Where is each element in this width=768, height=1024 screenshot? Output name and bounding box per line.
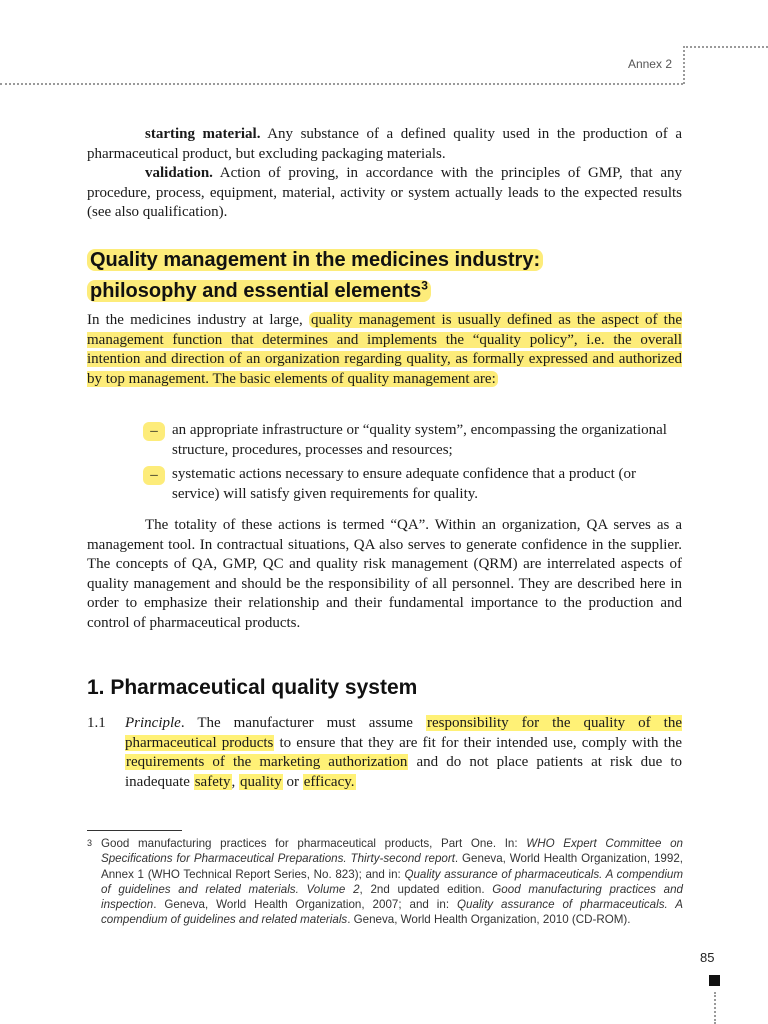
footnote-ref: 3 bbox=[421, 278, 428, 292]
footnote-rule bbox=[87, 830, 182, 831]
definition-starting-material: starting material. Any substance of a defined quality used in the production of a pharmaceutical product, but excluding packaging materials. bbox=[87, 126, 682, 162]
page-marker-square bbox=[709, 975, 720, 986]
section-heading bbox=[87, 248, 543, 304]
header-dotted-rule-vertical bbox=[683, 46, 685, 84]
footnote-marker: 3 bbox=[87, 838, 93, 848]
qa-paragraph: The totality of these actions is termed “QA”. Within an organization, QA serves as a management tool. In contractual situations, QA also serves to generate confidence in the supplier. The concepts of QA, GMP, QC and quality risk management (QRM) are interrelated aspects of quality management and should be the responsibility of all personnel. They are described here in order to emphasize their relationship and their fundamental importance to the production and control of pharmaceutical products. bbox=[87, 517, 682, 631]
header-dotted-rule-top bbox=[683, 46, 768, 48]
list-item: – systematic actions necessary to ensure adequate confidence that a product (or service) will satisfy given requirements for quality. bbox=[143, 465, 683, 504]
list-item: – an appropriate infrastructure or “quality system”, encompassing the organizational structure, procedures, processes and resources; bbox=[143, 421, 683, 460]
page-number: 85 bbox=[700, 950, 715, 965]
page-dotted-rule bbox=[714, 992, 716, 1024]
section-heading-line2: philosophy and essential elements$^3$ bbox=[87, 280, 431, 302]
bullet-dash: – bbox=[143, 466, 165, 485]
clause-1-1: 1.1 Principle. The manufacturer must assume responsibility for the quality of the pharmaceutical products to ensure that they are fit for their intended use, comply with the requirements of the marketing authorization and do not place patients at risk due to inadequate safety, quality or efficacy. bbox=[87, 715, 682, 790]
header-dotted-rule bbox=[0, 83, 683, 85]
clause-number: 1.1 bbox=[87, 715, 106, 731]
intro-paragraph: In the medicines industry at large, quality management is usually defined as the aspect of the management function that determines and implements the “quality policy”, i.e. the overall intention and direction of an organization regarding quality, as formally expressed and authorized by top management. The basic elements of quality management are: bbox=[87, 312, 682, 387]
footnote: 3 Good manufacturing practices for pharmaceutical products, Part One. In: WHO Expert Committee on Specifications for Pharmaceutical Preparations. Thirty-second report. Geneva, World Health Organization, 1992, Annex 1 (WHO Technical Report Series, No. 823); and in: Quality assurance of pharmaceuticals. A compendium of guidelines and related materials. Volume 2, 2nd updated edition. Good manufacturing practices and inspection. Geneva, World Health Organization, 2007; and in: Quality assurance of pharmaceuticals. A compendium of guidelines and related materials. Geneva, World Health Organization, 2010 (CD-ROM). bbox=[87, 837, 684, 927]
definition-validation: validation. Action of proving, in accordance with the principles of GMP, that any procedure, process, equipment, material, activity or system actually leads to the expected results (see also qualification). bbox=[87, 165, 682, 221]
highlight-marketing-authorization: requirements of the marketing authorization bbox=[126, 754, 408, 771]
clause-term: Principle bbox=[125, 715, 181, 731]
section-heading-line1: Quality management in the medicines industry: bbox=[87, 249, 543, 271]
highlight-quality: quality bbox=[240, 773, 282, 790]
highlight-quality-management: quality management is usually defined as the aspect of the management function that determines and implements the “quality policy”, i.e. the overall intention and direction of an organization regarding quality, as formally expressed and authorized by top management. The basic elements of quality management are: bbox=[87, 312, 682, 387]
running-header: Annex 2 bbox=[627, 57, 672, 71]
highlight-responsibility: responsibility for the quality of the pharmaceutical products bbox=[125, 715, 682, 751]
pqs-heading: 1. Pharmaceutical quality system bbox=[87, 676, 418, 699]
term-validation: validation. bbox=[145, 165, 213, 181]
highlight-safety: safety bbox=[194, 773, 231, 790]
term-starting-material: starting material. bbox=[145, 126, 261, 142]
bullet-dash: – bbox=[143, 422, 165, 441]
highlight-efficacy: efficacy. bbox=[303, 773, 355, 790]
